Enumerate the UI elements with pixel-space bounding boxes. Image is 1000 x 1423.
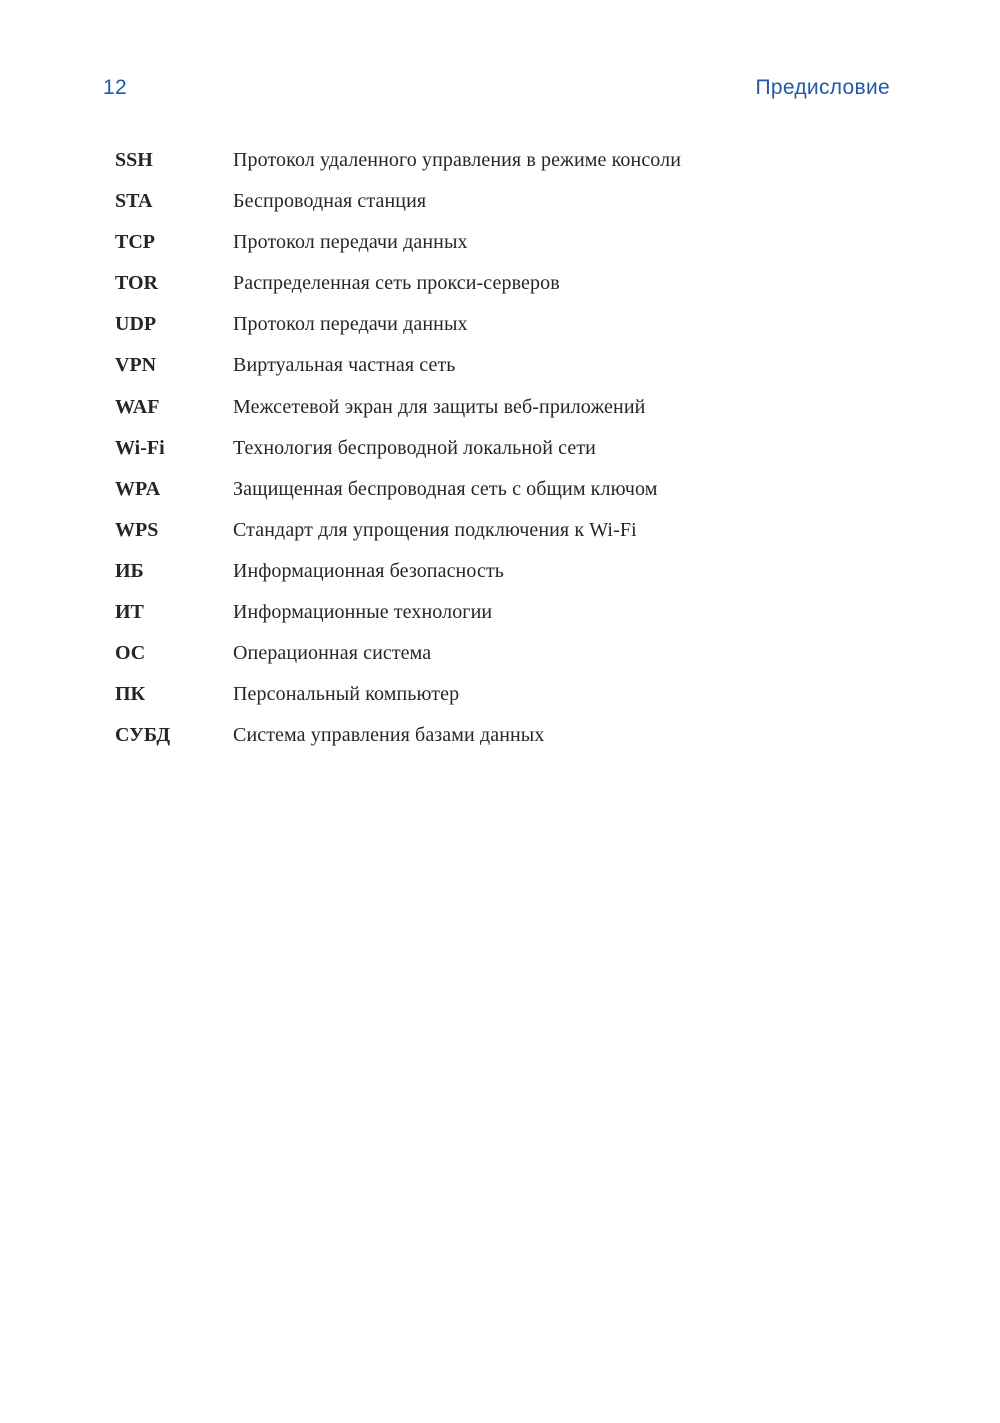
page-header	[103, 76, 890, 102]
abbreviation-term: TCP	[115, 231, 155, 254]
abbreviation-term: SSH	[115, 149, 153, 171]
abbreviation-row	[115, 557, 815, 598]
abbreviation-row	[115, 351, 815, 392]
abbreviation-term: ПК	[115, 683, 146, 706]
abbreviation-definition: Протокол передачи данных	[233, 231, 468, 254]
abbreviation-row	[115, 721, 815, 762]
abbreviation-row	[115, 187, 815, 228]
abbreviation-definition: Система управления базами данных	[233, 724, 545, 747]
abbreviation-term: СУБД	[115, 724, 171, 747]
abbreviation-definition: Межсетевой экран для защиты веб-приложений	[233, 395, 646, 418]
abbreviation-definition: Персональный компьютер	[233, 683, 460, 706]
abbreviation-row	[115, 269, 815, 310]
abbreviation-definition: Операционная система	[233, 642, 432, 665]
abbreviation-row	[115, 393, 815, 434]
abbreviation-row	[115, 680, 815, 721]
abbreviation-row	[115, 310, 815, 351]
abbreviation-row	[115, 598, 815, 639]
abbreviation-definition: Технология беспроводной локальной сети	[233, 436, 596, 459]
abbreviation-definition: Информационные технологии	[233, 601, 493, 624]
abbreviation-definition: Беспроводная станция	[233, 190, 427, 213]
abbreviation-term: Wi-Fi	[115, 436, 165, 459]
abbreviation-row	[115, 516, 815, 557]
abbreviation-row	[115, 228, 815, 269]
abbreviation-term: TOR	[115, 272, 158, 295]
abbreviation-definition: Информационная безопасность	[233, 559, 505, 582]
abbreviation-term: WPS	[115, 518, 159, 541]
abbreviation-definition: Защищенная беспроводная сеть с общим ключом	[233, 477, 658, 500]
abbreviation-definition: Протокол удаленного управления в режиме консоли	[233, 149, 682, 171]
abbreviation-row	[115, 475, 815, 516]
abbreviation-definition: Протокол передачи данных	[233, 313, 468, 336]
abbreviation-term: UDP	[115, 313, 157, 336]
abbreviation-list	[115, 146, 815, 762]
abbreviation-row	[115, 434, 815, 475]
abbreviation-definition: Стандарт для упрощения подключения к Wi-Fi	[233, 518, 637, 541]
abbreviation-term: WAF	[115, 395, 160, 418]
abbreviation-term: ИТ	[115, 601, 144, 624]
abbreviation-term: WPA	[115, 477, 161, 500]
abbreviation-term: ИБ	[115, 559, 144, 582]
page-number: 12	[103, 76, 127, 99]
abbreviation-definition: Распределенная сеть прокси-серверов	[233, 272, 560, 295]
abbreviation-term: STA	[115, 190, 153, 213]
abbreviation-row	[115, 639, 815, 680]
abbreviation-row	[115, 146, 815, 187]
section-title: Предисловие	[755, 76, 890, 99]
abbreviation-definition: Виртуальная частная сеть	[233, 354, 456, 377]
abbreviation-term: ОС	[115, 642, 146, 665]
abbreviation-term: VPN	[115, 354, 157, 377]
